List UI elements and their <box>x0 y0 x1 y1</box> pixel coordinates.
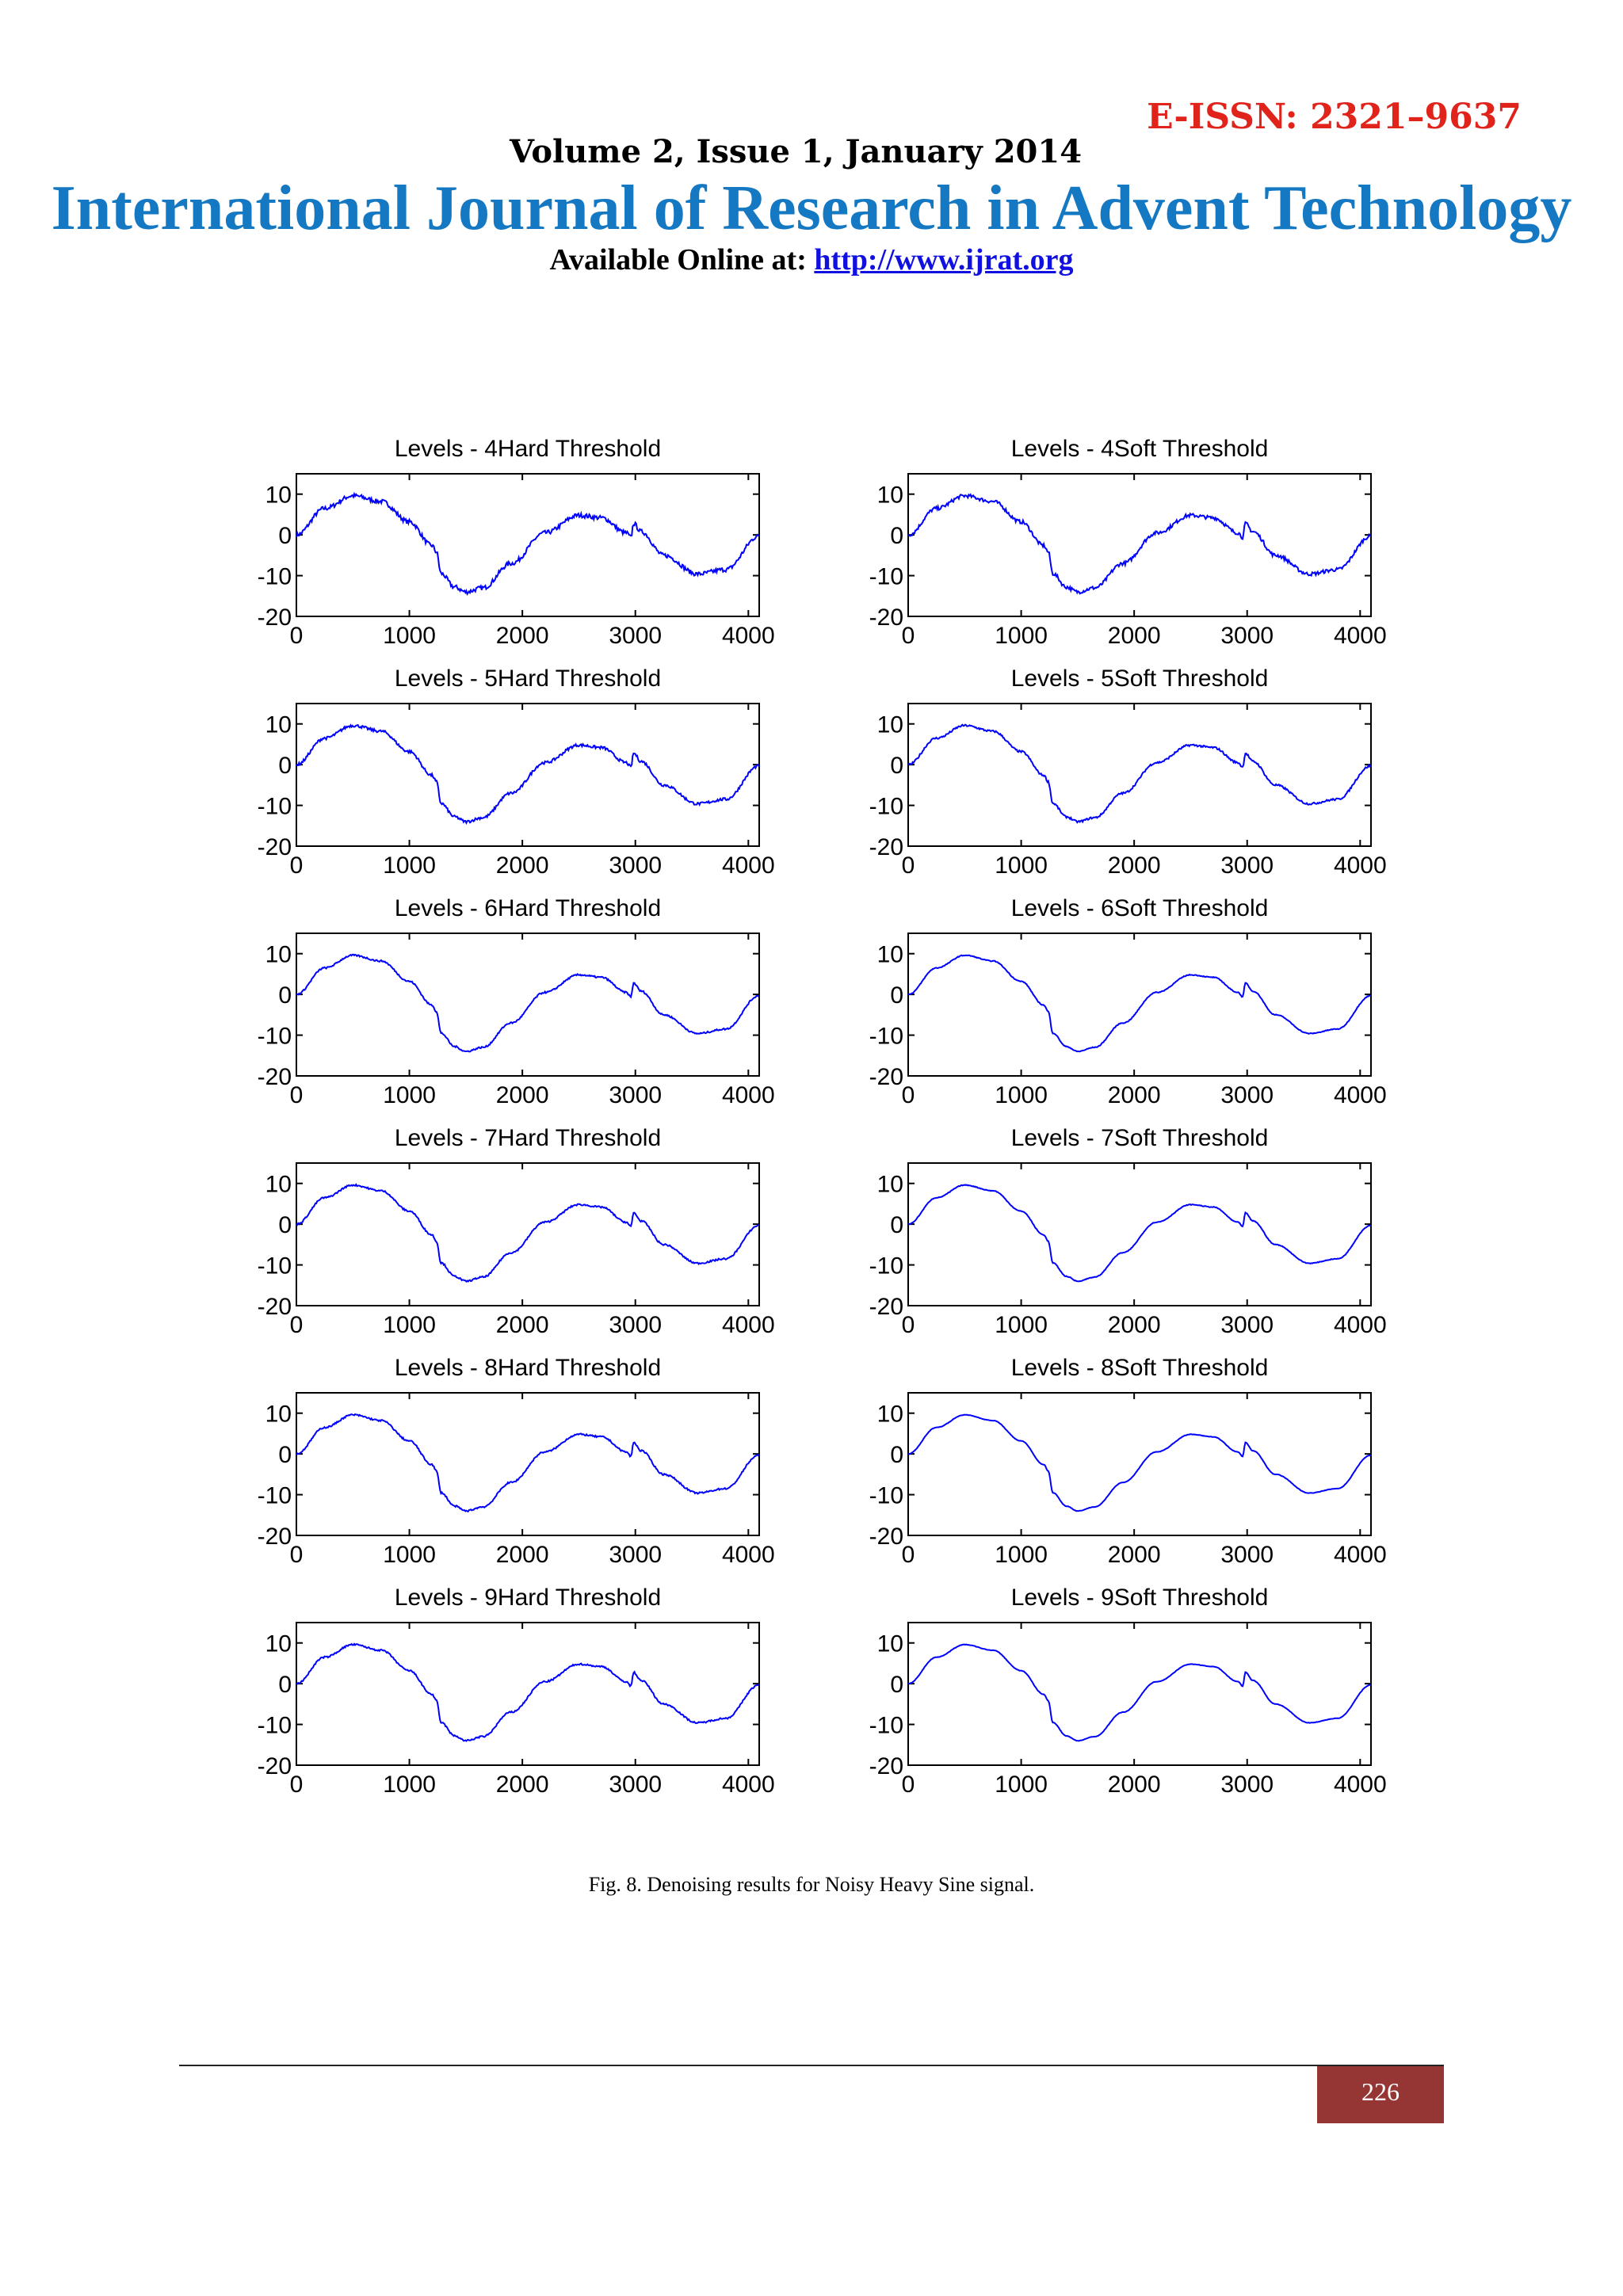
signal-line <box>908 494 1371 593</box>
x-tick-label: 3000 <box>609 623 663 649</box>
y-tick-label: 10 <box>876 1630 903 1657</box>
y-tick-label: 0 <box>278 1212 292 1239</box>
plot-frame <box>296 474 759 616</box>
x-tick-label: 1000 <box>995 1082 1048 1108</box>
footer-rule <box>179 2065 1444 2066</box>
chart-title: Levels - 4Soft Threshold <box>1010 436 1269 462</box>
plot-frame <box>296 1393 759 1535</box>
x-tick-label: 0 <box>289 1082 304 1108</box>
x-tick-label: 1000 <box>383 623 436 649</box>
signal-line <box>908 1415 1371 1512</box>
y-tick-label: -10 <box>257 1482 292 1509</box>
y-tick-label: 0 <box>890 1212 903 1239</box>
y-tick-label: 10 <box>265 1630 292 1657</box>
signal-line <box>908 1184 1371 1281</box>
chart-panel-11 <box>258 1585 775 1798</box>
chart-panel-9 <box>258 1355 775 1568</box>
page-number-badge: 226 <box>1317 2066 1444 2123</box>
y-tick-label: 10 <box>265 482 292 509</box>
x-tick-label: 2000 <box>495 1082 549 1108</box>
volume-issue: Volume 2, Issue 1, January 2014 <box>509 133 1083 170</box>
x-tick-label: 2000 <box>1107 1312 1161 1338</box>
chart-title: Levels - 5Soft Threshold <box>1010 666 1269 692</box>
y-tick-label: -20 <box>257 605 292 631</box>
chart-panel-4 <box>869 666 1387 879</box>
x-tick-label: 3000 <box>1220 1772 1274 1798</box>
plot-frame <box>908 933 1371 1076</box>
signal-line <box>296 955 759 1052</box>
x-tick-label: 1000 <box>383 1772 436 1798</box>
y-tick-label: 0 <box>890 523 903 550</box>
chart-panel-2 <box>869 436 1387 649</box>
chart-title: Levels - 8Hard Threshold <box>394 1355 662 1381</box>
plot-frame <box>908 1393 1371 1535</box>
x-tick-label: 4000 <box>721 1082 775 1108</box>
y-tick-label: -20 <box>869 834 903 860</box>
x-tick-label: 3000 <box>1220 1542 1274 1568</box>
signal-line <box>296 494 759 594</box>
x-tick-label: 4000 <box>721 1772 775 1798</box>
y-tick-label: 10 <box>876 482 903 509</box>
x-tick-label: 4000 <box>1333 1312 1387 1338</box>
signal-line <box>296 1644 759 1741</box>
plot-frame <box>296 704 759 846</box>
y-tick-label: -20 <box>257 834 292 860</box>
x-tick-label: 0 <box>901 852 915 879</box>
y-tick-label: 10 <box>876 1401 903 1428</box>
chart-panel-5 <box>258 895 775 1108</box>
x-tick-label: 4000 <box>721 623 775 649</box>
plot-frame <box>296 1163 759 1306</box>
y-tick-label: 0 <box>278 523 292 550</box>
x-tick-label: 2000 <box>495 1312 549 1338</box>
x-tick-label: 1000 <box>995 852 1048 879</box>
y-tick-label: -10 <box>257 793 292 820</box>
x-tick-label: 4000 <box>721 1542 775 1568</box>
figure-caption: Fig. 8. Denoising results for Noisy Heavy Sine signal. <box>588 1873 1035 1896</box>
chart-title: Levels - 6Soft Threshold <box>1010 895 1269 921</box>
y-tick-label: 0 <box>890 1672 903 1699</box>
x-tick-label: 2000 <box>1107 623 1161 649</box>
x-tick-label: 0 <box>289 1772 304 1798</box>
y-tick-label: 10 <box>265 1171 292 1198</box>
plot-frame <box>296 933 759 1076</box>
x-tick-label: 2000 <box>1107 1542 1161 1568</box>
y-tick-label: -20 <box>257 1064 292 1090</box>
x-tick-label: 4000 <box>721 1312 775 1338</box>
x-tick-label: 2000 <box>495 1772 549 1798</box>
chart-panel-6 <box>869 895 1387 1108</box>
y-tick-label: -10 <box>257 1253 292 1280</box>
plot-frame <box>908 704 1371 846</box>
online-label: Available Online at: <box>549 243 807 277</box>
x-tick-label: 3000 <box>1220 1312 1274 1338</box>
chart-title: Levels - 6Hard Threshold <box>394 895 662 921</box>
chart-title: Levels - 9Soft Threshold <box>1010 1585 1269 1611</box>
chart-title: Levels - 5Hard Threshold <box>394 666 662 692</box>
signal-line <box>908 1645 1371 1741</box>
y-tick-label: -10 <box>257 1712 292 1739</box>
journal-url-link[interactable]: http://www.ijrat.org <box>814 243 1074 277</box>
x-tick-label: 2000 <box>495 1542 549 1568</box>
y-tick-label: -10 <box>257 563 292 590</box>
y-tick-label: -10 <box>257 1023 292 1050</box>
journal-title: International Journal of Research in Advent Technology <box>51 174 1572 243</box>
signal-line <box>908 955 1371 1052</box>
y-tick-label: 10 <box>876 1171 903 1198</box>
x-tick-label: 3000 <box>609 1772 663 1798</box>
x-tick-label: 0 <box>289 852 304 879</box>
x-tick-label: 0 <box>901 1772 915 1798</box>
signal-line <box>296 725 759 823</box>
x-tick-label: 0 <box>901 623 915 649</box>
chart-title: Levels - 4Hard Threshold <box>394 436 662 462</box>
y-tick-label: -10 <box>869 1482 903 1509</box>
y-tick-label: 10 <box>265 1401 292 1428</box>
x-tick-label: 2000 <box>1107 1772 1161 1798</box>
signal-line <box>908 725 1371 822</box>
x-tick-label: 1000 <box>383 1082 436 1108</box>
chart-panel-10 <box>869 1355 1387 1568</box>
x-tick-label: 0 <box>901 1312 915 1338</box>
x-tick-label: 3000 <box>1220 623 1274 649</box>
y-tick-label: -10 <box>869 1023 903 1050</box>
y-tick-label: -20 <box>869 1524 903 1550</box>
x-tick-label: 4000 <box>1333 1542 1387 1568</box>
y-tick-label: -10 <box>869 1253 903 1280</box>
y-tick-label: 0 <box>278 1672 292 1699</box>
chart-panel-1 <box>258 436 775 649</box>
chart-title: Levels - 8Soft Threshold <box>1010 1355 1269 1381</box>
issn-label: E-ISSN: 2321–9637 <box>1147 97 1522 137</box>
y-tick-label: 0 <box>278 1442 292 1469</box>
plot-frame <box>908 1163 1371 1306</box>
x-tick-label: 0 <box>289 623 304 649</box>
y-tick-label: 0 <box>278 982 292 1009</box>
x-tick-label: 2000 <box>495 852 549 879</box>
signal-line <box>296 1414 759 1512</box>
x-tick-label: 3000 <box>1220 852 1274 879</box>
y-tick-label: -20 <box>869 1753 903 1779</box>
signal-line <box>296 1184 759 1282</box>
x-tick-label: 2000 <box>495 623 549 649</box>
y-tick-label: -10 <box>869 563 903 590</box>
plot-frame <box>908 1623 1371 1765</box>
x-tick-label: 4000 <box>721 852 775 879</box>
x-tick-label: 1000 <box>995 1542 1048 1568</box>
chart-title: Levels - 7Soft Threshold <box>1010 1125 1269 1151</box>
x-tick-label: 1000 <box>383 1542 436 1568</box>
x-tick-label: 2000 <box>1107 1082 1161 1108</box>
y-tick-label: 0 <box>890 982 903 1009</box>
x-tick-label: 0 <box>289 1542 304 1568</box>
y-tick-label: 0 <box>890 753 903 780</box>
chart-title: Levels - 7Hard Threshold <box>394 1125 662 1151</box>
y-tick-label: 10 <box>265 941 292 968</box>
x-tick-label: 0 <box>289 1312 304 1338</box>
x-tick-label: 4000 <box>1333 852 1387 879</box>
y-tick-label: 10 <box>876 941 903 968</box>
x-tick-label: 1000 <box>383 852 436 879</box>
x-tick-label: 1000 <box>995 623 1048 649</box>
y-tick-label: 10 <box>876 711 903 738</box>
x-tick-label: 0 <box>901 1082 915 1108</box>
chart-title: Levels - 9Hard Threshold <box>394 1585 662 1611</box>
x-tick-label: 3000 <box>1220 1082 1274 1108</box>
y-tick-label: -20 <box>257 1753 292 1779</box>
x-tick-label: 0 <box>901 1542 915 1568</box>
x-tick-label: 3000 <box>609 1082 663 1108</box>
x-tick-label: 1000 <box>383 1312 436 1338</box>
y-tick-label: -20 <box>869 605 903 631</box>
chart-panel-12 <box>869 1585 1387 1798</box>
y-tick-label: -10 <box>869 793 903 820</box>
y-tick-label: 10 <box>265 711 292 738</box>
y-tick-label: -10 <box>869 1712 903 1739</box>
y-tick-label: -20 <box>869 1294 903 1320</box>
y-tick-label: -20 <box>869 1064 903 1090</box>
y-tick-label: 0 <box>890 1442 903 1469</box>
chart-panel-7 <box>258 1125 775 1338</box>
x-tick-label: 2000 <box>1107 852 1161 879</box>
plot-frame <box>908 474 1371 616</box>
x-tick-label: 1000 <box>995 1312 1048 1338</box>
x-tick-label: 3000 <box>609 1542 663 1568</box>
chart-panel-8 <box>869 1125 1387 1338</box>
y-tick-label: 0 <box>278 753 292 780</box>
y-tick-label: -20 <box>257 1524 292 1550</box>
chart-panel-3 <box>258 666 775 879</box>
x-tick-label: 3000 <box>609 1312 663 1338</box>
y-tick-label: -20 <box>257 1294 292 1320</box>
x-tick-label: 3000 <box>609 852 663 879</box>
x-tick-label: 4000 <box>1333 1772 1387 1798</box>
x-tick-label: 4000 <box>1333 1082 1387 1108</box>
plot-frame <box>296 1623 759 1765</box>
x-tick-label: 1000 <box>995 1772 1048 1798</box>
x-tick-label: 4000 <box>1333 623 1387 649</box>
